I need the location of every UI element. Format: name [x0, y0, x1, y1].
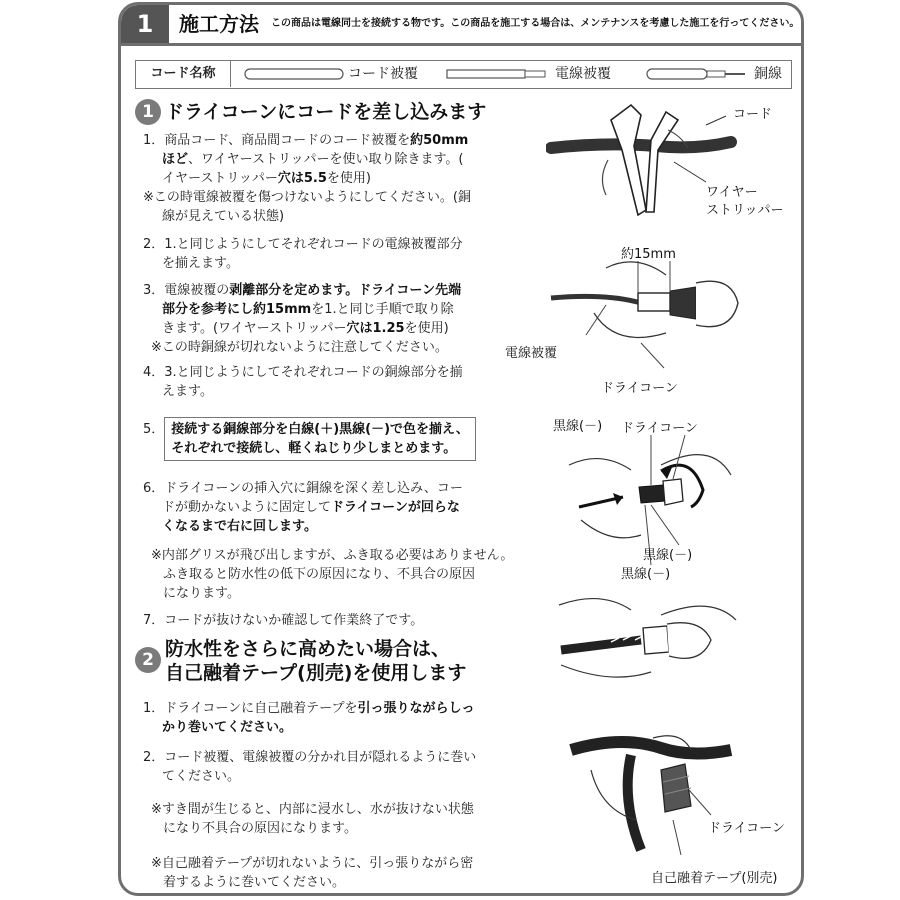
step5-text: 5． 接続する銅線部分を白線(＋)黒線(－)で色を揃え、 それぞれで接続し、軽くねじり少しまとめます。: [143, 417, 476, 461]
step6-note: ※内部グリスが飛び出しますが、ふき取る必要はありません。 ふき取ると防水性の低下の原因になり、不具合の原因 になります。: [151, 548, 514, 601]
s2-note1: ※すき間が生じると、内部に浸水し、水が抜けない状態 になり不具合の原因になります。: [151, 802, 474, 836]
header-note: この商品は電線同士を接続する物です。この商品を施工する場合は、メンテナンスを考慮した施工を行ってください。: [271, 18, 800, 29]
cord-name-sheath: コード被覆: [348, 66, 418, 82]
s2-step1-text: 1．ドライコーンに自己融着テープを引っ張りながらしっ かり巻いてください。: [143, 701, 475, 735]
cord-names-label: コード名称: [136, 61, 231, 87]
cord-names-bar: [135, 60, 792, 89]
section1-title: ドライコーンにコードを差し込みます: [165, 101, 487, 123]
step6-text: 6．ドライコーンの挿入穴に銅線を深く差し込み、コー ドが動かないように固定してドライコーンが回らな くなるまで右に回します。: [143, 481, 463, 534]
s2-step2-text: 2．コード被覆、電線被覆の分かれ目が隠れるように巻い てください。: [143, 750, 477, 784]
finished-connection-illustration: [551, 590, 741, 685]
copper-wire-icon: [646, 67, 746, 81]
label-approx-15mm: 約15mm: [621, 247, 676, 262]
label-cord: コード: [733, 107, 773, 122]
section1-badge: 1: [135, 99, 161, 125]
strip-length-illustration: [546, 253, 746, 378]
cord-name-copper: 銅線: [754, 66, 782, 82]
instruction-panel: [118, 2, 804, 896]
section2-title: 防水性をさらに高めたい場合は、 自己融着テープ(別売)を使用します: [165, 638, 467, 684]
s2-note2: ※自己融着テープが切れないように、引っ張りながら密 着するように巻いてください。: [151, 856, 474, 890]
step-number-badge: 1: [121, 5, 169, 43]
wire-sheath-icon: [446, 68, 546, 80]
step4-text: 4．3.と同じようにしてそれぞれコードの銅線部分を揃 えます。: [143, 365, 463, 399]
label-black-wire-2: 黒線(－): [621, 567, 671, 582]
page-title: 施工方法: [179, 12, 259, 36]
cord-sheath-icon: [244, 67, 344, 81]
label-stripper-line2: ストリッパー: [706, 203, 784, 218]
step3-text: 3．電線被覆の剥離部分を定めます。ドライコーン先端 部分を参考にし約15mmを1.と同じ手順で取り除 きます。(ワイヤーストリッパー穴は1.25を使用) ※この時銅線が切れないように注意してください。: [143, 283, 462, 355]
label-drycone-3: ドライコーン: [708, 821, 785, 836]
tape-wrap-illustration: [561, 710, 736, 860]
label-stripper-line1: ワイヤー: [706, 185, 758, 200]
header-bar: [121, 5, 801, 46]
label-drycone-1: ドライコーン: [601, 381, 678, 396]
step7-text: 7．コードが抜けないか確認して作業終了です。: [143, 613, 424, 628]
label-tape: 自己融着テープ(別売): [651, 871, 778, 886]
section2-badge: 2: [135, 647, 161, 673]
label-wire-sheath: 電線被覆: [505, 346, 558, 361]
label-black-wire-1: 黒線(－): [643, 548, 693, 563]
label-drycone-2: ドライコーン: [621, 421, 698, 436]
cord-name-wire-sheath: 電線被覆: [555, 66, 611, 82]
label-black-wire-top: 黒線(－): [553, 419, 603, 434]
step2-text: 2．1.と同じようにしてそれぞれコードの電線被覆部分 を揃えます。: [143, 237, 463, 271]
step1-text: 1．商品コード、商品間コードのコード被覆を約50mm ほど、ワイヤーストリッパーを使い取り除きます。( イヤーストリッパー穴は5.5を使用) ※この時電線被覆を傷つけないようにしてください。(銅 線が見えている状態): [143, 133, 471, 224]
